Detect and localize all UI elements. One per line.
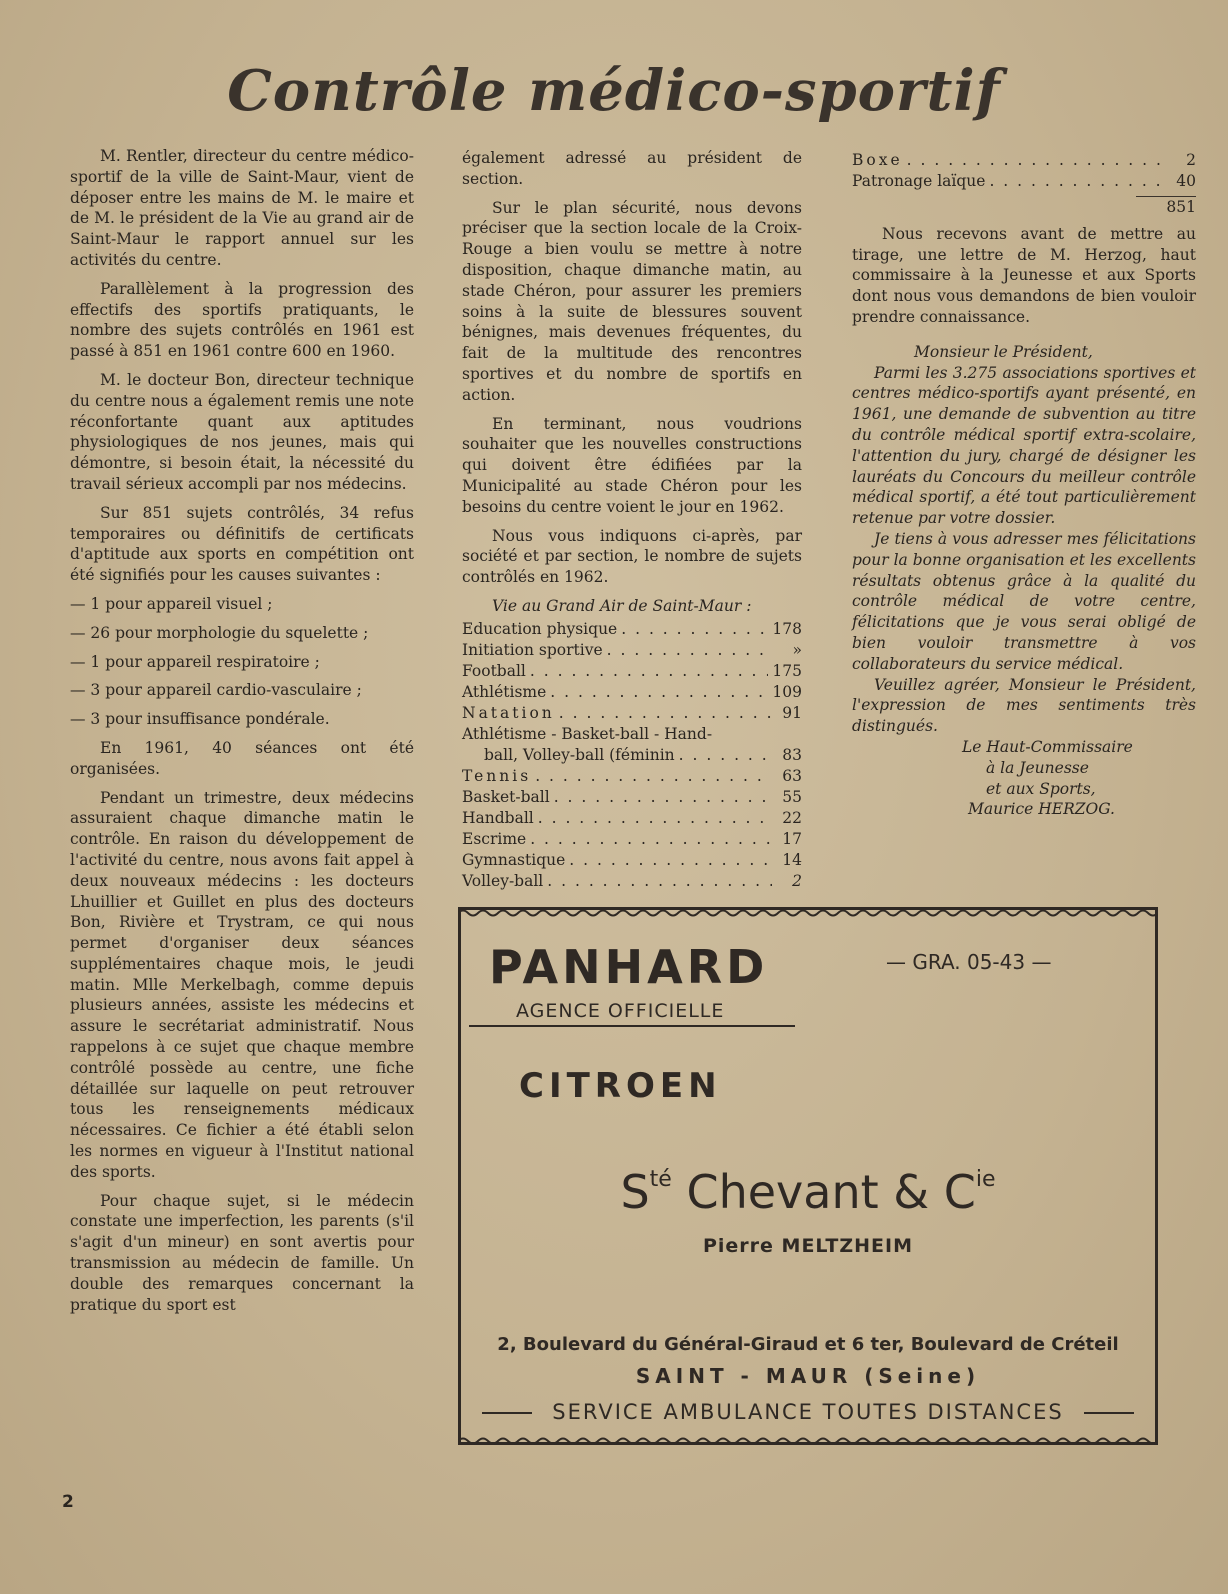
stat-row xyxy=(462,724,802,745)
letter-paragraph: Je tiens à vous adresser mes félicitations pour la bonne organisation et les excellents résultats obtenus grâce à la qualité du contrôle médical de votre centre, félicitations que je vous serai obligé de bien vouloir transmettre à vos collaborateurs du service médical. xyxy=(852,529,1196,673)
paragraph: également adressé au président de section. xyxy=(462,149,802,188)
stat-value: 22 xyxy=(782,808,802,827)
stat-row xyxy=(462,850,802,871)
stat-row xyxy=(462,640,802,661)
stat-label: Volley-ball xyxy=(462,871,544,890)
leader-dots xyxy=(679,745,772,766)
divider xyxy=(469,1025,795,1027)
stat-row xyxy=(462,829,802,850)
city: SAINT - MAUR (Seine) xyxy=(635,1364,981,1388)
leader-dots xyxy=(538,808,772,829)
paragraph: M. le docteur Bon, directeur technique du centre nous a également remis une note réconfortante quant aux aptitudes physiologiques de nos jeunes, mais qui démontre, si besoin était, la nécessité du travail sérieux accompli par nos médecins. xyxy=(70,370,414,493)
total-value: 851 xyxy=(1166,198,1196,216)
stat-row xyxy=(462,703,802,724)
cause-item: — 1 pour appareil visuel ; xyxy=(70,594,273,613)
stat-value: » xyxy=(792,640,802,659)
leader-dots xyxy=(989,171,1166,192)
stat-label: Handball xyxy=(462,808,534,827)
stat-row xyxy=(462,745,802,766)
stat-row xyxy=(852,171,1196,192)
page-title: Contrôle médico-sportif xyxy=(227,58,1001,124)
cause-item: — 1 pour appareil respiratoire ; xyxy=(70,652,320,671)
stat-row xyxy=(462,871,802,892)
stat-value: 2 xyxy=(1186,151,1196,169)
cause-item: — 26 pour morphologie du squelette ; xyxy=(70,623,369,642)
stat-value: 17 xyxy=(782,829,802,848)
leader-dots xyxy=(559,703,772,724)
paragraph: En terminant, nous voudrions souhaiter que les nouvelles constructions qui doivent être édifiées par la Municipalité au stade Chéron pour les besoins du centre voient le jour en 1962. xyxy=(462,414,802,516)
leader-dots xyxy=(550,682,768,703)
stat-label: Tennis xyxy=(462,766,532,785)
stat-row xyxy=(462,661,802,682)
paragraph: En 1961, 40 séances ont été organisées. xyxy=(70,738,414,778)
stat-label: Initiation sportive xyxy=(462,640,603,659)
contact-person: Pierre MELTZHEIM xyxy=(702,1235,913,1257)
stat-value: 14 xyxy=(782,850,802,869)
leader-dots xyxy=(530,661,769,682)
letter-salutation: Monsieur le Président, xyxy=(914,342,1093,361)
column-2 xyxy=(462,148,802,892)
company-name: $S^{té}$ Chevant & $C^{ie}$ xyxy=(620,1165,996,1219)
stat-label: Boxe xyxy=(852,151,903,169)
stat-value: 83 xyxy=(782,745,802,764)
leader-dots xyxy=(621,619,768,640)
wavy-border-bottom xyxy=(458,1436,1158,1446)
page-number: 2 xyxy=(62,1492,74,1512)
paragraph: Nous vous indiquons ci-après, par société et par section, le nombre de sujets contrôlés en 1962. xyxy=(462,526,802,587)
brand-panhard: PANHARD xyxy=(489,940,769,994)
stat-label: Football xyxy=(462,661,526,680)
stat-label: Patronage laïque xyxy=(852,172,986,190)
paragraph: Nous recevons avant de mettre au tirage, une lettre de M. Herzog, haut commissaire à la Jeunesse et aux Sports dont nous vous demandons de bien vouloir prendre connaissance. xyxy=(852,224,1196,326)
agence-officielle: AGENCE OFFICIELLE xyxy=(516,1000,725,1022)
list-heading: Vie au Grand Air de Saint-Maur : xyxy=(492,596,752,615)
leader-dots xyxy=(547,871,772,892)
stat-label: Escrime xyxy=(462,829,527,848)
stat-value: 178 xyxy=(772,619,802,638)
stat-row xyxy=(462,808,802,829)
stat-value: 40 xyxy=(1176,172,1196,190)
leader-dots xyxy=(530,829,772,850)
stat-value: 175 xyxy=(772,661,802,680)
cause-item: — 3 pour insuffisance pondérale. xyxy=(70,710,330,729)
leader-dots xyxy=(535,766,772,787)
brand-citroen: CITROEN xyxy=(519,1066,722,1106)
cause-item: — 3 pour appareil cardio-vasculaire ; xyxy=(70,681,362,700)
paragraph: Pour chaque sujet, si le médecin constate une imperfection, les parents (s'il s'agit d'un mineur) en sont avertis pour transmission au médecin de famille. Un double des remarques concernant la pratique du sport est xyxy=(70,1191,414,1314)
column-3 xyxy=(852,150,1196,820)
letter-paragraph: Parmi les 3.275 associations sportives et centres médico-sportifs ayant présenté, en 1961, une demande de subvention au titre du contrôle médical sportif extra-scolaire, l'attention du jury, chargé de désigner les lauréats du Concours du meilleur contrôle médical sportif, a été tout particulièrement retenue par votre dossier. xyxy=(852,363,1196,528)
wavy-border-top xyxy=(458,908,1158,918)
stat-label: Gymnastique xyxy=(462,850,566,869)
stat-label: ball, Volley-ball (féminin xyxy=(484,745,675,764)
paragraph: M. Rentler, directeur du centre médico-sportif de la ville de Saint-Maur, vient de déposer entre les mains de M. le maire et de M. le président de la Vie au grand air de Saint-Maur le rapport annuel sur les activités du centre. xyxy=(70,147,414,269)
stat-label: Basket-ball xyxy=(462,787,550,806)
stat-row xyxy=(462,787,802,808)
paragraph: Pendant un trimestre, deux médecins assuraient chaque dimanche matin le contrôle. En raison du développement de l'activité du centre, nous avons fait appel à deux nouveaux médecins : les docteurs Lhuillier et Guillet en plus des docteurs Bon, Rivière et Trystram, ce qui nous permet d'organiser deux séances supplémentaires chaque mois, le jeudi matin. Mlle Merkelbagh, comme depuis plusieurs années, assiste les médecins et assure le secrétariat administratif. Nous rappelons à ce sujet que chaque membre contrôlé possède au centre, une fiche détaillée sur laquelle on peut retrouver tous les renseignements médicaux nécessaires. Ce fichier a été établi selon les normes en vigueur à l'Institut national des sports. xyxy=(70,788,414,1181)
stat-value: 63 xyxy=(782,766,802,785)
stat-row xyxy=(852,150,1196,171)
stat-value: 91 xyxy=(782,703,802,722)
signature-line: Le Haut-Commissaire xyxy=(962,737,1133,756)
column-1 xyxy=(70,146,414,1323)
signature-line: Maurice HERZOG. xyxy=(968,800,1115,819)
stats-list xyxy=(462,619,802,892)
signature-line: et aux Sports, xyxy=(986,779,1096,798)
stat-value: 55 xyxy=(782,787,802,806)
stat-label: Athlétisme xyxy=(462,682,547,701)
phone-number: — GRA. 05-43 — xyxy=(886,950,1052,974)
paragraph: Parallèlement à la progression des effectifs des sportifs pratiquants, le nombre des sujets contrôlés en 1961 est passé à 851 en 1961 contre 600 en 1960. xyxy=(70,279,414,361)
paragraph: Sur 851 sujets contrôlés, 34 refus temporaires ou définitifs de certificats d'aptitude aux sports en compétition ont été signifiés pour les causes suivantes : xyxy=(70,503,414,585)
stat-label: Education physique xyxy=(462,619,618,638)
stat-label: Natation xyxy=(462,703,555,722)
stat-row xyxy=(462,766,802,787)
leader-dots xyxy=(607,640,772,661)
stat-row xyxy=(462,682,802,703)
stat-label: Athlétisme - Basket-ball - Hand- xyxy=(462,724,713,743)
leader-dots xyxy=(907,150,1166,171)
leader-dots xyxy=(554,787,772,808)
signature-line: à la Jeunesse xyxy=(986,758,1089,777)
address: 2, Boulevard du Général-Giraud et 6 ter, Boulevard de Créteil xyxy=(497,1334,1119,1355)
leader-dots xyxy=(569,850,772,871)
stat-value: 109 xyxy=(772,682,802,701)
letter xyxy=(852,342,1196,820)
advertisement xyxy=(458,907,1158,1445)
stat-value: 2 xyxy=(792,871,802,890)
service-line: SERVICE AMBULANCE TOUTES DISTANCES xyxy=(461,1400,1155,1424)
paragraph: Sur le plan sécurité, nous devons préciser que la section locale de la Croix-Rouge a bien voulu se mettre à notre disposition, chaque dimanche matin, au stade Chéron, pour assurer les premiers soins à la suite de blessures souvent bénignes, mais devenues fréquentes, du fait de la multitude des rencontres sportives et du nombre de sportifs en action. xyxy=(462,198,802,404)
stat-row xyxy=(462,619,802,640)
letter-paragraph: Veuillez agréer, Monsieur le Président, l'expression de mes sentiments très distingués. xyxy=(852,675,1196,736)
